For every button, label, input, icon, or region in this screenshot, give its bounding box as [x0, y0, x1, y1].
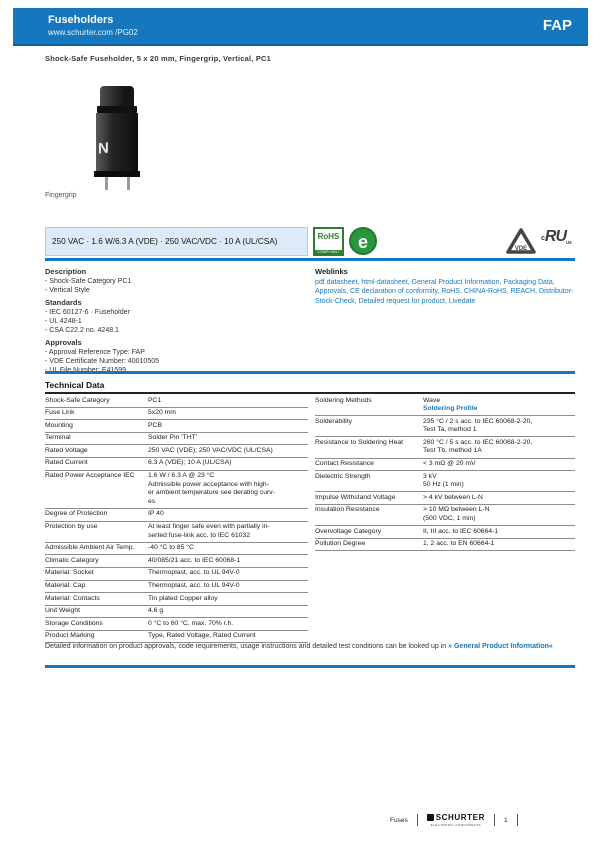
table-row — [315, 505, 575, 526]
weblink[interactable]: RoHS — [441, 288, 461, 295]
footer-category: Fuses — [390, 816, 408, 824]
row-label: Material: Cap — [45, 582, 86, 589]
row-value: Thermoplast, acc. to UL 94V-0 — [148, 569, 240, 577]
table-row — [315, 416, 575, 437]
fuseholder-body — [96, 113, 138, 171]
row-value: 1.6 W / 6.3 A @ 23 °C Admissible power acceptance with high- er ambient temperature see derating curv- es — [148, 472, 275, 505]
row-value: 1, 2 acc. to EN 60664-1 — [423, 540, 495, 548]
weblink[interactable]: html-datasheet — [361, 278, 408, 286]
schurter-logo-icon — [427, 814, 434, 821]
row-label: Degree of Protection — [45, 510, 108, 518]
fuseholder-cap — [100, 86, 134, 108]
row-value: PC1 — [148, 396, 162, 404]
svg-text:VDE: VDE — [514, 246, 528, 252]
row-value: Type, Rated Voltage, Rated Current — [148, 632, 256, 640]
fuseholder-pin — [105, 177, 108, 190]
list-item: - Vertical Style — [45, 287, 90, 294]
table-row — [45, 395, 308, 408]
row-label: Fuse Link — [45, 409, 75, 417]
e-mark-icon: e — [349, 227, 377, 255]
page-number: 1 — [503, 816, 508, 824]
table-row — [315, 471, 575, 492]
weblink[interactable]: CHINA-RoHS — [463, 288, 507, 295]
row-value: 260 °C / 5 s acc. to IEC 60068-2-20, Test Tb, method 1A — [423, 438, 533, 455]
row-value: Solder Pin 'THT' — [148, 434, 198, 442]
row-value: > 10 MΩ between L-N (500 VDC, 1 min) — [423, 506, 490, 523]
page-title: Fuseholders — [48, 14, 114, 26]
row-label: Insulation Resistance — [315, 506, 380, 514]
list-item: - Approval Reference Type: FAP — [45, 349, 145, 356]
row-label: Resistance to Soldering Heat — [315, 438, 404, 446]
table-row — [45, 509, 308, 522]
header-band — [13, 8, 588, 46]
footer-divider — [494, 814, 495, 826]
row-label: Rated Current — [45, 459, 88, 467]
row-value: 4.6 g — [148, 607, 164, 615]
table-row — [315, 526, 575, 539]
weblink[interactable]: pdf datasheet — [315, 278, 358, 286]
divider — [45, 665, 575, 668]
weblink[interactable]: Approvals — [315, 288, 347, 295]
table-row — [45, 458, 308, 471]
table-row — [45, 555, 308, 568]
row-value: PCB — [148, 421, 162, 429]
table-row — [315, 459, 575, 472]
table-row — [45, 581, 308, 594]
fuseholder-pin — [127, 177, 130, 190]
approvals-heading: Approvals — [45, 338, 82, 347]
row-value: At least finger safe even with partially in- serted fuse-link acc. to IEC 61032 — [148, 523, 270, 539]
row-label: Unit Weight — [45, 607, 81, 615]
fuseholder-flange — [94, 171, 140, 177]
footnote: Detailed information on product approvals, code requirements, usage instructions and detailed test conditions can be looked up in » General Product Information« — [45, 643, 553, 650]
row-value: Tin plated Copper alloy — [148, 594, 218, 602]
product-code: FAP — [542, 17, 572, 34]
weblink[interactable]: Distributor-Stock-Check — [315, 288, 574, 305]
header-url-link[interactable]: www.schurter.com /PG02 — [48, 28, 138, 37]
standards-items — [45, 308, 307, 335]
soldering-profile-link[interactable]: Soldering Profile — [423, 405, 478, 413]
row-value: -40 °C to 85 °C — [148, 544, 194, 552]
table-row — [45, 471, 308, 509]
footer-divider — [417, 814, 418, 826]
weblink[interactable]: General Product Information — [411, 278, 500, 286]
rohs-compliant-icon: RoHS COMPLIANT — [313, 227, 344, 256]
row-value: 6.3 A (VDE); 10 A (UL/CSA) — [148, 459, 232, 467]
schurter-logo: SCHURTER ELECTRONIC COMPONENTS — [427, 813, 485, 827]
table-row — [45, 568, 308, 581]
list-item: - UL 4248-1 — [45, 318, 82, 325]
list-item: - VDE Certificate Number: 40010505 — [45, 358, 159, 365]
vde-approval-icon — [505, 227, 537, 260]
general-product-information-link[interactable]: » General Product Information« — [448, 643, 553, 650]
divider — [45, 258, 575, 261]
table-row — [315, 492, 575, 505]
table-row — [45, 420, 308, 433]
row-value: Thermoplast, acc. to UL 94V-0 — [148, 582, 240, 589]
description-items — [45, 277, 307, 295]
table-row — [45, 408, 308, 421]
weblink[interactable]: Detailed request for product — [358, 297, 445, 305]
table-row — [315, 395, 575, 416]
list-item: - IEC 60127-6 · Fuseholder — [45, 309, 130, 316]
table-row — [45, 433, 308, 446]
divider — [45, 371, 575, 374]
weblinks-list: pdf datasheet, html-datasheet, General Product Information, Packaging Data, Approvals, CE declaration of conformity, RoHS, CHINA-RoHS, REACH, Distributor-Stock-Check, Detailed request for product, Livedate — [315, 278, 574, 305]
standards-heading: Standards — [45, 298, 82, 307]
description-section — [45, 264, 307, 375]
image-caption: Fingergrip — [45, 192, 77, 199]
weblinks-heading: Weblinks — [315, 267, 348, 276]
table-row — [45, 445, 308, 458]
weblink[interactable]: Packaging Data — [503, 278, 553, 286]
technical-data-table-left — [45, 395, 308, 643]
row-label: Soldering Methods — [315, 396, 372, 404]
row-label: Impulse Withstand Voltage — [315, 493, 396, 501]
table-row — [45, 593, 308, 606]
weblink[interactable]: Livedate — [448, 297, 476, 305]
row-value: 235 °C / 2 s acc. to IEC 60068-2-20, Test Ta, method 1 — [423, 417, 533, 434]
row-label: Material: Socket — [45, 569, 94, 577]
row-label: Pollution Degree — [315, 540, 366, 548]
description-heading: Description — [45, 267, 87, 276]
row-label: Product Marking — [45, 632, 95, 640]
technical-data-underline — [45, 392, 575, 394]
product-subtitle: Shock-Safe Fuseholder, 5 x 20 mm, Fingergrip, Vertical, PC1 — [45, 54, 272, 63]
table-row — [45, 606, 308, 619]
row-label: Protection by use — [45, 523, 98, 531]
footer-divider — [517, 814, 518, 826]
row-label: Material: Contacts — [45, 594, 100, 602]
technical-data-heading: Technical Data — [45, 380, 105, 390]
row-label: Storage Conditions — [45, 619, 103, 627]
row-value: Wave Soldering Profile — [423, 397, 575, 414]
ratings-badge: 250 VAC · 1.6 W/6.3 A (VDE) · 250 VAC/VDC · 10 A (UL/CSA) — [45, 227, 308, 256]
row-value: 3 kV 50 Hz (1 min) — [423, 472, 464, 489]
technical-data-table-right — [315, 395, 575, 551]
row-label: Terminal — [45, 434, 71, 442]
list-item: - Shock-Safe Category PC1 — [45, 278, 132, 285]
fuseholder-cap-base — [97, 106, 137, 113]
weblinks-section — [315, 264, 575, 306]
row-label: Mounting — [45, 421, 73, 429]
row-label: Solderability — [315, 417, 353, 425]
table-row — [45, 543, 308, 556]
row-value: II, III acc. to IEC 60664-1 — [423, 527, 499, 535]
cur-us-approval-icon: c RU us — [541, 228, 572, 246]
row-label: Climatic Category — [45, 556, 99, 564]
fuseholder-marking: N — [98, 139, 109, 158]
product-image — [78, 86, 158, 192]
row-value: 5x20 mm — [148, 409, 176, 417]
table-row — [45, 522, 308, 543]
weblink[interactable]: CE declaration of conformity — [350, 288, 438, 295]
table-row — [315, 437, 575, 458]
row-value: > 4 kV between L-N — [423, 493, 483, 501]
row-label: Rated Voltage — [45, 446, 88, 454]
list-item: - CSA C22.2 no. 4248.1 — [45, 327, 119, 334]
weblink[interactable]: REACH — [510, 288, 536, 295]
row-value: IP 40 — [148, 510, 164, 518]
table-row — [315, 539, 575, 552]
row-label: Dielectric Strength — [315, 472, 371, 480]
row-value: < 3 mΩ @ 20 mV — [423, 460, 476, 468]
row-label: Overvoltage Category — [315, 527, 382, 535]
row-value: 250 VAC (VDE); 250 VAC/VDC (UL/CSA) — [148, 446, 273, 454]
row-value: 0 °C to 60 °C, max. 70% r.h. — [148, 619, 234, 627]
row-label: Contact Resistance — [315, 460, 374, 468]
row-label: Admissible Ambient Air Temp. — [45, 544, 135, 552]
row-value: 40/085/21 acc. to IEC 60068-1 — [148, 556, 241, 564]
page-footer — [390, 813, 518, 827]
row-label: Rated Power Acceptance IEC — [45, 472, 135, 480]
row-label: Shock-Safe Category — [45, 396, 110, 404]
table-row — [45, 618, 308, 631]
